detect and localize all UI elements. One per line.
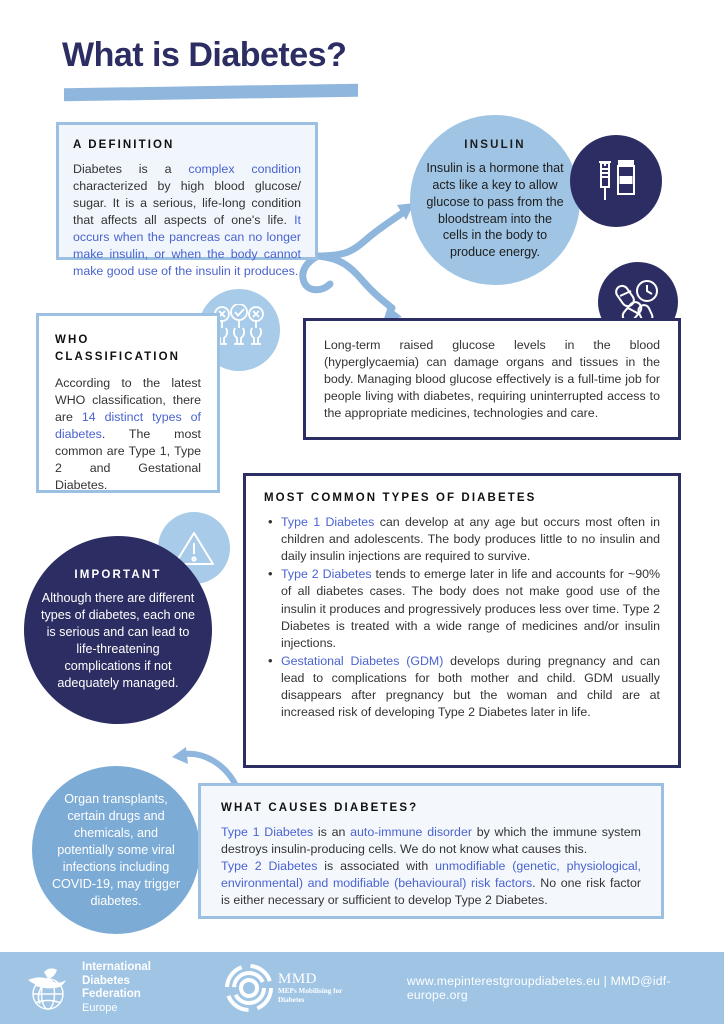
important-circle (24, 536, 212, 724)
who-heading-line2: CLASSIFICATION (55, 350, 181, 363)
who-heading-line1: WHO (55, 334, 90, 346)
causes-heading: WHAT CAUSES DIABETES? (221, 802, 419, 814)
causes-paragraph-1: Type 1 Diabetes is an auto-immune disorder by which the immune system destroys insulin-producing cells. We do not know what causes this. (221, 825, 642, 856)
mmd-line-2: MEPs Mobilising for Diabetes (277, 986, 343, 1004)
important-heading: IMPORTANT (74, 568, 162, 581)
syringe-vial-icon (589, 154, 643, 208)
insulin-heading: INSULIN (464, 139, 526, 152)
page-title: What is Diabetes? (62, 36, 347, 74)
important-text: Although there are different types of diabetes, each one is serious and can lead to life-threatening complications if not adequately managed. (40, 590, 196, 690)
who-heading (55, 332, 201, 365)
definition-text: Diabetes is a complex condition characterized by high blood glucose/ sugar. It is a serious, life-long condition that affects all aspects of one's life. It occurs when the pancreas can no longer make insulin, or when the body cannot make good use of the insulin it produces. (73, 162, 301, 278)
concentric-circles-logo (222, 961, 276, 1015)
causes-box (198, 783, 664, 919)
common-types-list (264, 514, 660, 721)
idf-logo (22, 961, 188, 1015)
footer-links[interactable]: www.mepinterestgroupdiabetes.eu | MMD@idf-europe.org (406, 974, 671, 1002)
hyperglycaemia-box (303, 318, 681, 440)
idf-line-3: Europe (82, 1001, 118, 1014)
hyperglycaemia-text: Long-term raised glucose levels in the blood (hyperglycaemia) can damage organs and tissues in the body. Managing blood glucose effectively is a full-time job for people living with diabetes, requiring uninterrupted access to the appropriate medicines, technologies and care. (324, 338, 660, 420)
title-underline (64, 84, 358, 102)
mmd-line-1: MMD (277, 970, 317, 987)
list-item: • Type 1 Diabetes can develop at any age but occurs most often in children and adolescents. The body produces little to no insulin and daily insulin injections are required to survive. (281, 514, 660, 565)
covid-trigger-text: Organ transplants, certain drugs and chemicals, and potentially some viral infections including COVID-19, may trigger diabetes. (51, 791, 181, 908)
causes-paragraph-2: Type 2 Diabetes is associated with unmodifiable (genetic, physiological, environmental) and modifiable (behavioural) risk factors. No one risk factor is either necessary or sufficient to develop Type 2 Diabetes. (221, 858, 642, 907)
hummingbird-globe-logo (22, 964, 74, 1012)
common-types-heading: MOST COMMON TYPES OF DIABETES (264, 492, 537, 504)
idf-logo-text (82, 961, 188, 1015)
mmd-logo-text (278, 972, 367, 1004)
who-text: According to the latest WHO classification, there are 14 distinct types of diabetes. The most common are Type 1, Type 2 and Gestational Diabetes. (55, 376, 201, 493)
idf-line-2: Diabetes Federation (82, 974, 141, 1001)
syringe-vial-icon-circle (570, 135, 662, 227)
covid-trigger-circle (32, 766, 200, 934)
footer (0, 952, 724, 1024)
list-item: • Gestational Diabetes (GDM) develops during pregnancy and can lead to complications for both mother and child. GDM usually disappears after pregnancy but the woman and child are at increased risk of developing Type 2 Diabetes later in life. (281, 653, 660, 721)
insulin-text: Insulin is a hormone that acts like a key to allow glucose to pass from the bloodstream into the cells in the body to produce energy. (426, 161, 564, 259)
who-classification-box (36, 313, 220, 493)
page-title-block (62, 38, 482, 74)
insulin-circle (410, 115, 580, 285)
list-item: • Type 2 Diabetes tends to emerge later in life and accounts for ~90% of all diabetes cases. The body does not make good use of the insulin it produces and progressively produces less over time. Type 2 Diabetes is treated with a wide range of medicines and/or insulin injections. (281, 566, 660, 652)
definition-heading: A DEFINITION (73, 139, 175, 151)
common-types-box (243, 473, 681, 768)
mmd-logo (222, 961, 367, 1015)
idf-line-1: International (82, 961, 152, 974)
definition-box (56, 122, 318, 278)
